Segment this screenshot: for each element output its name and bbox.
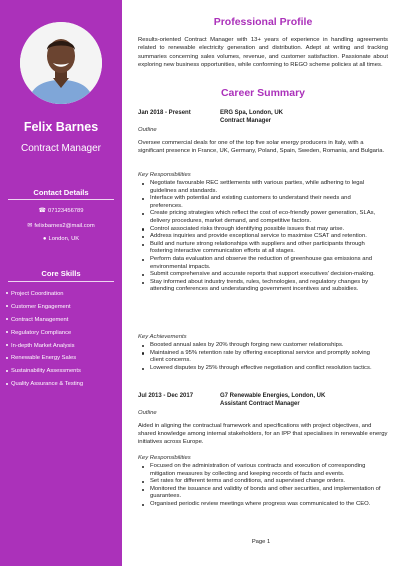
bullet-icon: [6, 305, 8, 307]
list-item: Set rates for different terms and conditions, and supervised change orders.: [138, 478, 388, 486]
achievements-label: Key Achievements: [138, 334, 187, 340]
job-dates: Jul 2013 - Dec 2017: [138, 393, 194, 399]
phone-icon: ☎: [38, 208, 46, 214]
skills-heading: Core Skills: [41, 269, 81, 278]
bullet-icon: [6, 331, 8, 333]
job-employer: ERG Spa, London, UK: [220, 110, 283, 116]
avatar: [20, 22, 102, 104]
outline-label: Outline: [138, 410, 157, 416]
location-text: London, UK: [48, 236, 80, 242]
responsibilities-list: [138, 180, 388, 294]
location-pin-icon: ●: [42, 236, 47, 242]
job-outline: Aided in aligning the contractual framework and specifications with project objectives, and shared knowledge among internal stakeholders, for an IPP that specialises in renewable energy initiatives across Europe.: [138, 423, 388, 445]
list-item: Boosted annual sales by 20% through forging new customer relationships.: [138, 342, 388, 350]
main-content: [138, 0, 388, 566]
list-item: Monitored the issuance and validity of bonds and other securities, and implementation of guarantees.: [138, 486, 388, 501]
email-icon: ✉: [27, 223, 33, 229]
profile-heading: Professional Profile: [213, 16, 313, 28]
email-text: felixbarnes2@mail.com: [34, 223, 95, 229]
skill-item: In-depth Market Analysis: [6, 340, 118, 353]
bullet-icon: [6, 357, 8, 359]
skill-item: Sustainability Assessments: [6, 365, 118, 378]
achievements-list: [138, 342, 388, 372]
career-heading: Career Summary: [220, 87, 306, 99]
job-outline: Oversee commercial deals for one of the top five solar energy producers in Italy, with a significant presence in France, UK, Germany, Poland, Spain, Sweden, Romania, and Bulgaria.: [138, 140, 385, 154]
skills-list: [6, 288, 118, 391]
contact-heading: Contact Details: [33, 188, 89, 197]
skill-item: Quality Assurance & Testing: [6, 378, 118, 391]
list-item: Build and nurture strong relationships with suppliers and other participants through fostering interactive communication efforts at all stages.: [138, 241, 388, 256]
portrait-photo: [20, 22, 102, 104]
outline-label: Outline: [138, 127, 157, 133]
list-item: Control associated risks through identifying possible issues that may arise.: [138, 226, 388, 234]
list-item: Submit comprehensive and accurate reports that support executives' decision-making.: [138, 271, 388, 279]
contact-phone: [0, 207, 122, 214]
phone-text: 07123456789: [48, 208, 84, 214]
candidate-name: Felix Barnes: [23, 120, 99, 134]
responsibilities-list: [138, 463, 388, 509]
divider: [8, 281, 114, 282]
list-item: Lowered disputes by 25% through effective negotiation and conflict resolution tactics.: [138, 365, 388, 373]
list-item: Address inquiries and provide exceptional service to maximise CSAT and retention.: [138, 233, 388, 241]
list-item: Stay informed about industry trends, rules, technologies, and regulatory changes by attending conferences and understanding government incentives and subsidies.: [138, 279, 388, 294]
skill-item: Project Coordination: [6, 288, 118, 301]
responsibilities-label: Key Responsibilities: [138, 455, 191, 461]
bullet-icon: [6, 383, 8, 385]
list-item: Maintained a 95% retention rate by offering exceptional service and promptly solving client concerns.: [138, 350, 388, 365]
list-item: Create pricing strategies which reflect the cost of eco-friendly power generation, SLAs, delivery procedures, market demand, and competitive factors.: [138, 210, 388, 225]
skill-item: Renewable Energy Sales: [6, 352, 118, 365]
skill-item: Contract Management: [6, 314, 118, 327]
contact-location: [0, 236, 122, 242]
list-item: Interface with potential and existing customers to understand their needs and preferences.: [138, 195, 388, 210]
list-item: Organised periodic review meetings where progress was communicated to the CEO.: [138, 501, 388, 509]
list-item: Negotiate favourable REC settlements with various parties, while adhering to legal guidelines and standards.: [138, 180, 388, 195]
skill-item: Customer Engagement: [6, 301, 118, 314]
responsibilities-label: Key Responsibilities: [138, 172, 191, 178]
bullet-icon: [6, 370, 8, 372]
sidebar: [0, 0, 122, 566]
job-dates: Jan 2018 - Present: [138, 110, 191, 116]
job-title: Contract Manager: [220, 117, 272, 124]
skill-item: Regulatory Compliance: [6, 327, 118, 340]
job-title: Assistant Contract Manager: [220, 400, 300, 407]
divider: [8, 199, 114, 200]
contact-email: [0, 222, 122, 229]
list-item: Perform data evaluation and observe the reduction of greenhouse gas emissions and environmental impacts.: [138, 256, 388, 271]
bullet-icon: [6, 318, 8, 320]
candidate-role: Contract Manager: [20, 143, 102, 154]
profile-text: Results-oriented Contract Manager with 13+ years of experience in handling agreements related to renewable electricity generation and distribution. Adept at writing and tracking summaries concerning sales volumes, revenue, and customer satisfaction. Passionate about exploring new business opportunities, while conforming to REGO scheme policies at all times.: [138, 37, 388, 69]
job-employer: G7 Renewable Energies, London, UK: [220, 393, 326, 399]
page-number: Page 1: [251, 539, 271, 545]
bullet-icon: [6, 344, 8, 346]
list-item: Focused on the administration of various contracts and execution of corresponding mitigation measures by collecting and keeping records of facts and events.: [138, 463, 388, 478]
bullet-icon: [6, 292, 8, 294]
